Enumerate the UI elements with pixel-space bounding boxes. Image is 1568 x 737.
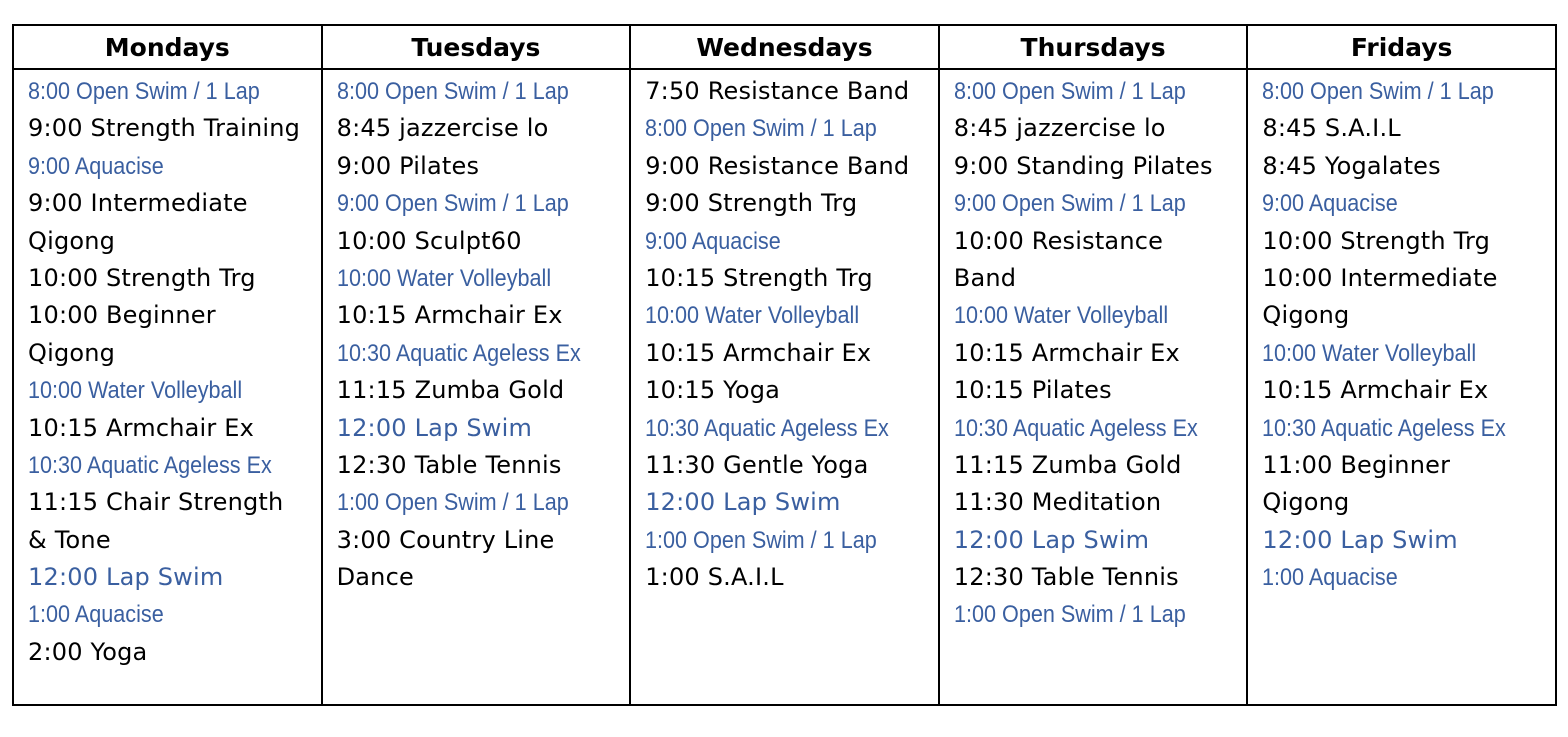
class-entry: 10:00 Resistance (953, 226, 1164, 255)
class-entry: 9:00 Pilates (336, 151, 480, 180)
class-entry: 11:30 Meditation (953, 488, 1162, 517)
aquatic-class-entry: 12:00 Lap Swim (28, 563, 224, 592)
class-list (323, 70, 630, 596)
aquatic-class-entry: 1:00 Open Swim / 1 Lap (336, 489, 569, 517)
class-entry: 12:30 Table Tennis (336, 450, 562, 479)
class-entry: 9:00 Strength Trg (645, 189, 858, 218)
class-entry: Qigong (1262, 301, 1350, 330)
class-entry: 10:15 Armchair Ex (28, 413, 255, 442)
aquatic-class-entry: 12:00 Lap Swim (953, 525, 1150, 554)
class-entry: 8:45 jazzercise lo (336, 114, 549, 143)
aquatic-class-entry: 10:30 Aquatic Ageless Ex (336, 339, 581, 367)
aquatic-class-entry: 10:30 Aquatic Ageless Ex (28, 451, 272, 479)
day-column-tuesdays (323, 26, 632, 704)
class-entry: Dance (336, 563, 414, 592)
aquatic-class-entry: 12:00 Lap Swim (1262, 525, 1458, 554)
day-column-mondays (14, 26, 323, 704)
class-entry: 11:15 Zumba Gold (953, 450, 1182, 479)
aquatic-class-entry: 9:00 Aquacise (1262, 190, 1399, 218)
aquatic-class-entry: 8:00 Open Swim / 1 Lap (28, 78, 260, 105)
class-entry: 10:00 Sculpt60 (336, 226, 522, 255)
aquatic-class-entry: 12:00 Lap Swim (645, 488, 841, 517)
class-list (14, 70, 321, 671)
aquatic-class-entry: 8:00 Open Swim / 1 Lap (336, 78, 569, 105)
class-entry: Qigong (28, 226, 116, 255)
class-entry: 7:50 Resistance Band (645, 77, 910, 105)
aquatic-class-entry: 12:00 Lap Swim (336, 413, 533, 442)
class-entry: 11:30 Gentle Yoga (645, 450, 869, 479)
class-entry: 8:45 Yogalates (1262, 151, 1441, 180)
class-entry: 10:00 Strength Trg (1262, 226, 1491, 255)
day-header: Mondays (14, 26, 321, 70)
aquatic-class-entry: 10:30 Aquatic Ageless Ex (1262, 414, 1507, 442)
aquatic-class-entry: 10:00 Water Volleyball (645, 302, 860, 330)
class-entry: 10:15 Armchair Ex (1262, 376, 1489, 405)
class-entry: & Tone (28, 525, 111, 554)
class-entry: 12:30 Table Tennis (953, 563, 1179, 592)
aquatic-class-entry: 10:30 Aquatic Ageless Ex (953, 414, 1198, 442)
aquatic-class-entry: 1:00 Open Swim / 1 Lap (645, 526, 877, 554)
aquatic-class-entry: 8:00 Open Swim / 1 Lap (953, 78, 1186, 105)
class-list (1248, 70, 1555, 596)
class-entry: 8:45 jazzercise lo (953, 114, 1166, 143)
day-header: Wednesdays (631, 26, 938, 70)
class-entry: 10:15 Armchair Ex (645, 338, 872, 367)
aquatic-class-entry: 1:00 Aquacise (1262, 564, 1399, 592)
class-entry: 1:00 S.A.I.L (645, 563, 784, 592)
class-entry: 10:15 Strength Trg (645, 263, 873, 292)
class-entry: 10:00 Strength Trg (28, 263, 256, 292)
aquatic-class-entry: 8:00 Open Swim / 1 Lap (1262, 78, 1495, 105)
class-entry: 10:15 Yoga (645, 376, 781, 405)
class-list (631, 70, 938, 596)
day-column-wednesdays (631, 26, 940, 704)
class-entry: 11:00 Beginner (1262, 450, 1451, 479)
class-entry: 9:00 Standing Pilates (953, 151, 1213, 180)
class-entry: 10:00 Intermediate (1262, 263, 1498, 292)
aquatic-class-entry: 9:00 Open Swim / 1 Lap (336, 190, 569, 218)
class-entry: 9:00 Strength Training (28, 114, 301, 143)
aquatic-class-entry: 1:00 Open Swim / 1 Lap (953, 601, 1186, 629)
day-column-thursdays (940, 26, 1249, 704)
aquatic-class-entry: 10:00 Water Volleyball (28, 377, 243, 405)
aquatic-class-entry: 1:00 Aquacise (28, 601, 164, 629)
class-entry: 10:15 Armchair Ex (336, 301, 563, 330)
day-header: Fridays (1248, 26, 1555, 70)
class-entry: 10:15 Armchair Ex (953, 338, 1180, 367)
aquatic-class-entry: 9:00 Aquacise (28, 152, 164, 180)
aquatic-class-entry: 8:00 Open Swim / 1 Lap (645, 115, 877, 143)
class-entry: 9:00 Resistance Band (645, 151, 910, 180)
aquatic-class-entry: 9:00 Aquacise (645, 227, 781, 255)
class-entry: Band (953, 263, 1017, 292)
class-entry: 10:15 Pilates (953, 376, 1112, 405)
class-entry: Qigong (1262, 488, 1350, 517)
class-entry: 3:00 Country Line (336, 525, 555, 554)
class-entry: 2:00 Yoga (28, 637, 148, 666)
class-entry: Qigong (28, 338, 116, 367)
day-header: Tuesdays (323, 26, 630, 70)
aquatic-class-entry: 10:00 Water Volleyball (1262, 339, 1477, 367)
class-list (940, 70, 1247, 634)
class-entry: 9:00 Intermediate (28, 189, 248, 218)
class-entry: 10:00 Beginner (28, 301, 216, 330)
aquatic-class-entry: 10:30 Aquatic Ageless Ex (645, 414, 889, 442)
weekly-class-schedule-table (12, 24, 1557, 706)
aquatic-class-entry: 10:00 Water Volleyball (336, 264, 551, 292)
class-entry: 11:15 Zumba Gold (336, 376, 565, 405)
aquatic-class-entry: 10:00 Water Volleyball (953, 302, 1168, 330)
day-column-fridays (1248, 26, 1555, 704)
class-entry: 11:15 Chair Strength (28, 488, 284, 517)
day-header: Thursdays (940, 26, 1247, 70)
aquatic-class-entry: 9:00 Open Swim / 1 Lap (953, 190, 1186, 218)
class-entry: 8:45 S.A.I.L (1262, 114, 1401, 143)
